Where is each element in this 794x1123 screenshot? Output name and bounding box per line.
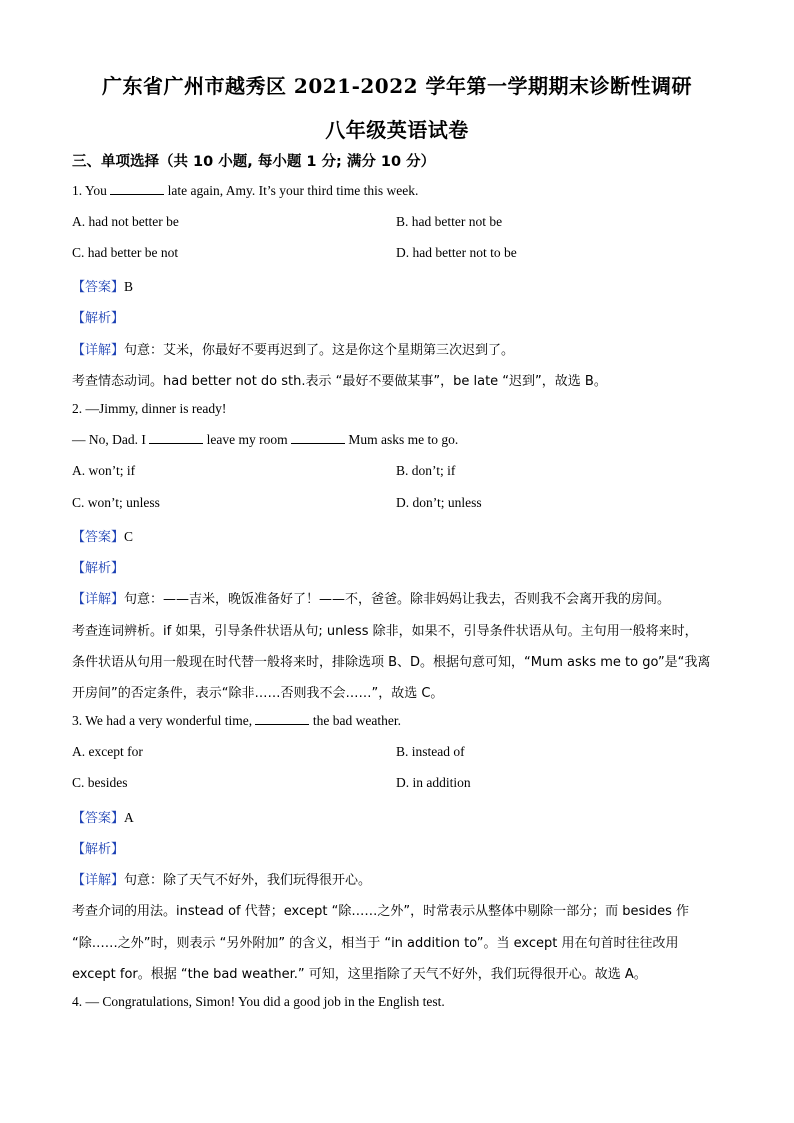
q2-analysis-label: 【解析】 (72, 561, 125, 576)
question-4-stem: 4. — Congratulations, Simon! You did a good job in the English test. (72, 994, 445, 1009)
q3-explanation-1: 考查介词的用法。instead of 代替；except “除……之外”，时常表示从整体中剔除一部分；而 besides 作 (72, 904, 689, 919)
q1-option-a: A. had not better be (72, 214, 179, 229)
question-1-stem: 1. You late again, Amy. It’s your third time this week. (72, 183, 419, 198)
q3-option-c: C. besides (72, 775, 128, 790)
q1-option-d: D. had better not to be (396, 245, 517, 260)
blank (291, 432, 345, 444)
q2-option-a: A. won’t; if (72, 463, 136, 478)
q1-analysis-label: 【解析】 (72, 311, 125, 326)
q2-explanation-1: 考查连词辨析。if 如果，引导条件状语从句; unless 除非，如果不，引导条件状语从句。主句用一般将来时， (72, 624, 698, 639)
blank (110, 183, 164, 195)
q2-answer: 【答案】C (72, 529, 134, 545)
document-subtitle: 八年级英语试卷 (325, 118, 469, 142)
q3-detail: 【详解】句意：除了天气不好外，我们玩得很开心。 (72, 873, 372, 888)
q3-analysis-label: 【解析】 (72, 842, 125, 857)
q1-answer: 【答案】B (72, 279, 134, 295)
q1-option-c: C. had better be not (72, 245, 179, 260)
q3-option-a: A. except for (72, 744, 143, 759)
q3-option-b: B. instead of (396, 744, 465, 759)
q3-answer: 【答案】A (72, 810, 134, 826)
blank (149, 432, 203, 444)
q2-explanation-2: 条件状语从句用一般现在时代替一般将来时，排除选项 B、D。根据句意可知，“Mum asks me to go”是“我离 (72, 655, 711, 670)
q1-detail: 【详解】句意：艾米，你最好不要再迟到了。这是你这个星期第三次迟到了。 (72, 343, 515, 358)
document-title: 广东省广州市越秀区 2021-2022 学年第一学期期末诊断性调研 (101, 74, 693, 98)
q3-option-d: D. in addition (396, 775, 471, 790)
question-2-stem-line2: — No, Dad. I leave my room Mum asks me to go. (72, 432, 459, 447)
q1-option-b: B. had better not be (396, 214, 503, 229)
q3-explanation-2: “除……之外”时，则表示 “另外附加” 的含义，相当于 “in addition to”。当 except 用在句首时往往改用 (72, 936, 679, 951)
q2-option-b: B. don’t; if (396, 463, 456, 478)
q2-option-c: C. won’t; unless (72, 495, 160, 510)
q1-explanation: 考查情态动词。had better not do sth.表示 “最好不要做某事”，be late “迟到”，故选 B。 (72, 374, 607, 389)
blank (255, 713, 309, 725)
q3-explanation-3: except for。根据 “the bad weather.” 可知，这里指除了天气不好外，我们玩得很开心。故选 A。 (72, 967, 647, 982)
q2-detail: 【详解】句意：——吉米，晚饭准备好了！——不，爸爸。除非妈妈让我去，否则我不会离开我的房间。 (72, 592, 671, 607)
section-heading: 三、单项选择（共 10 小题, 每小题 1 分; 满分 10 分） (72, 154, 436, 170)
q2-explanation-3: 开房间”的否定条件，表示“除非……否则我不会……”，故选 C。 (72, 686, 444, 701)
q2-option-d: D. don’t; unless (396, 495, 482, 510)
question-3-stem: 3. We had a very wonderful time, the bad weather. (72, 713, 401, 728)
question-2-stem-line1: 2. —Jimmy, dinner is ready! (72, 401, 227, 416)
